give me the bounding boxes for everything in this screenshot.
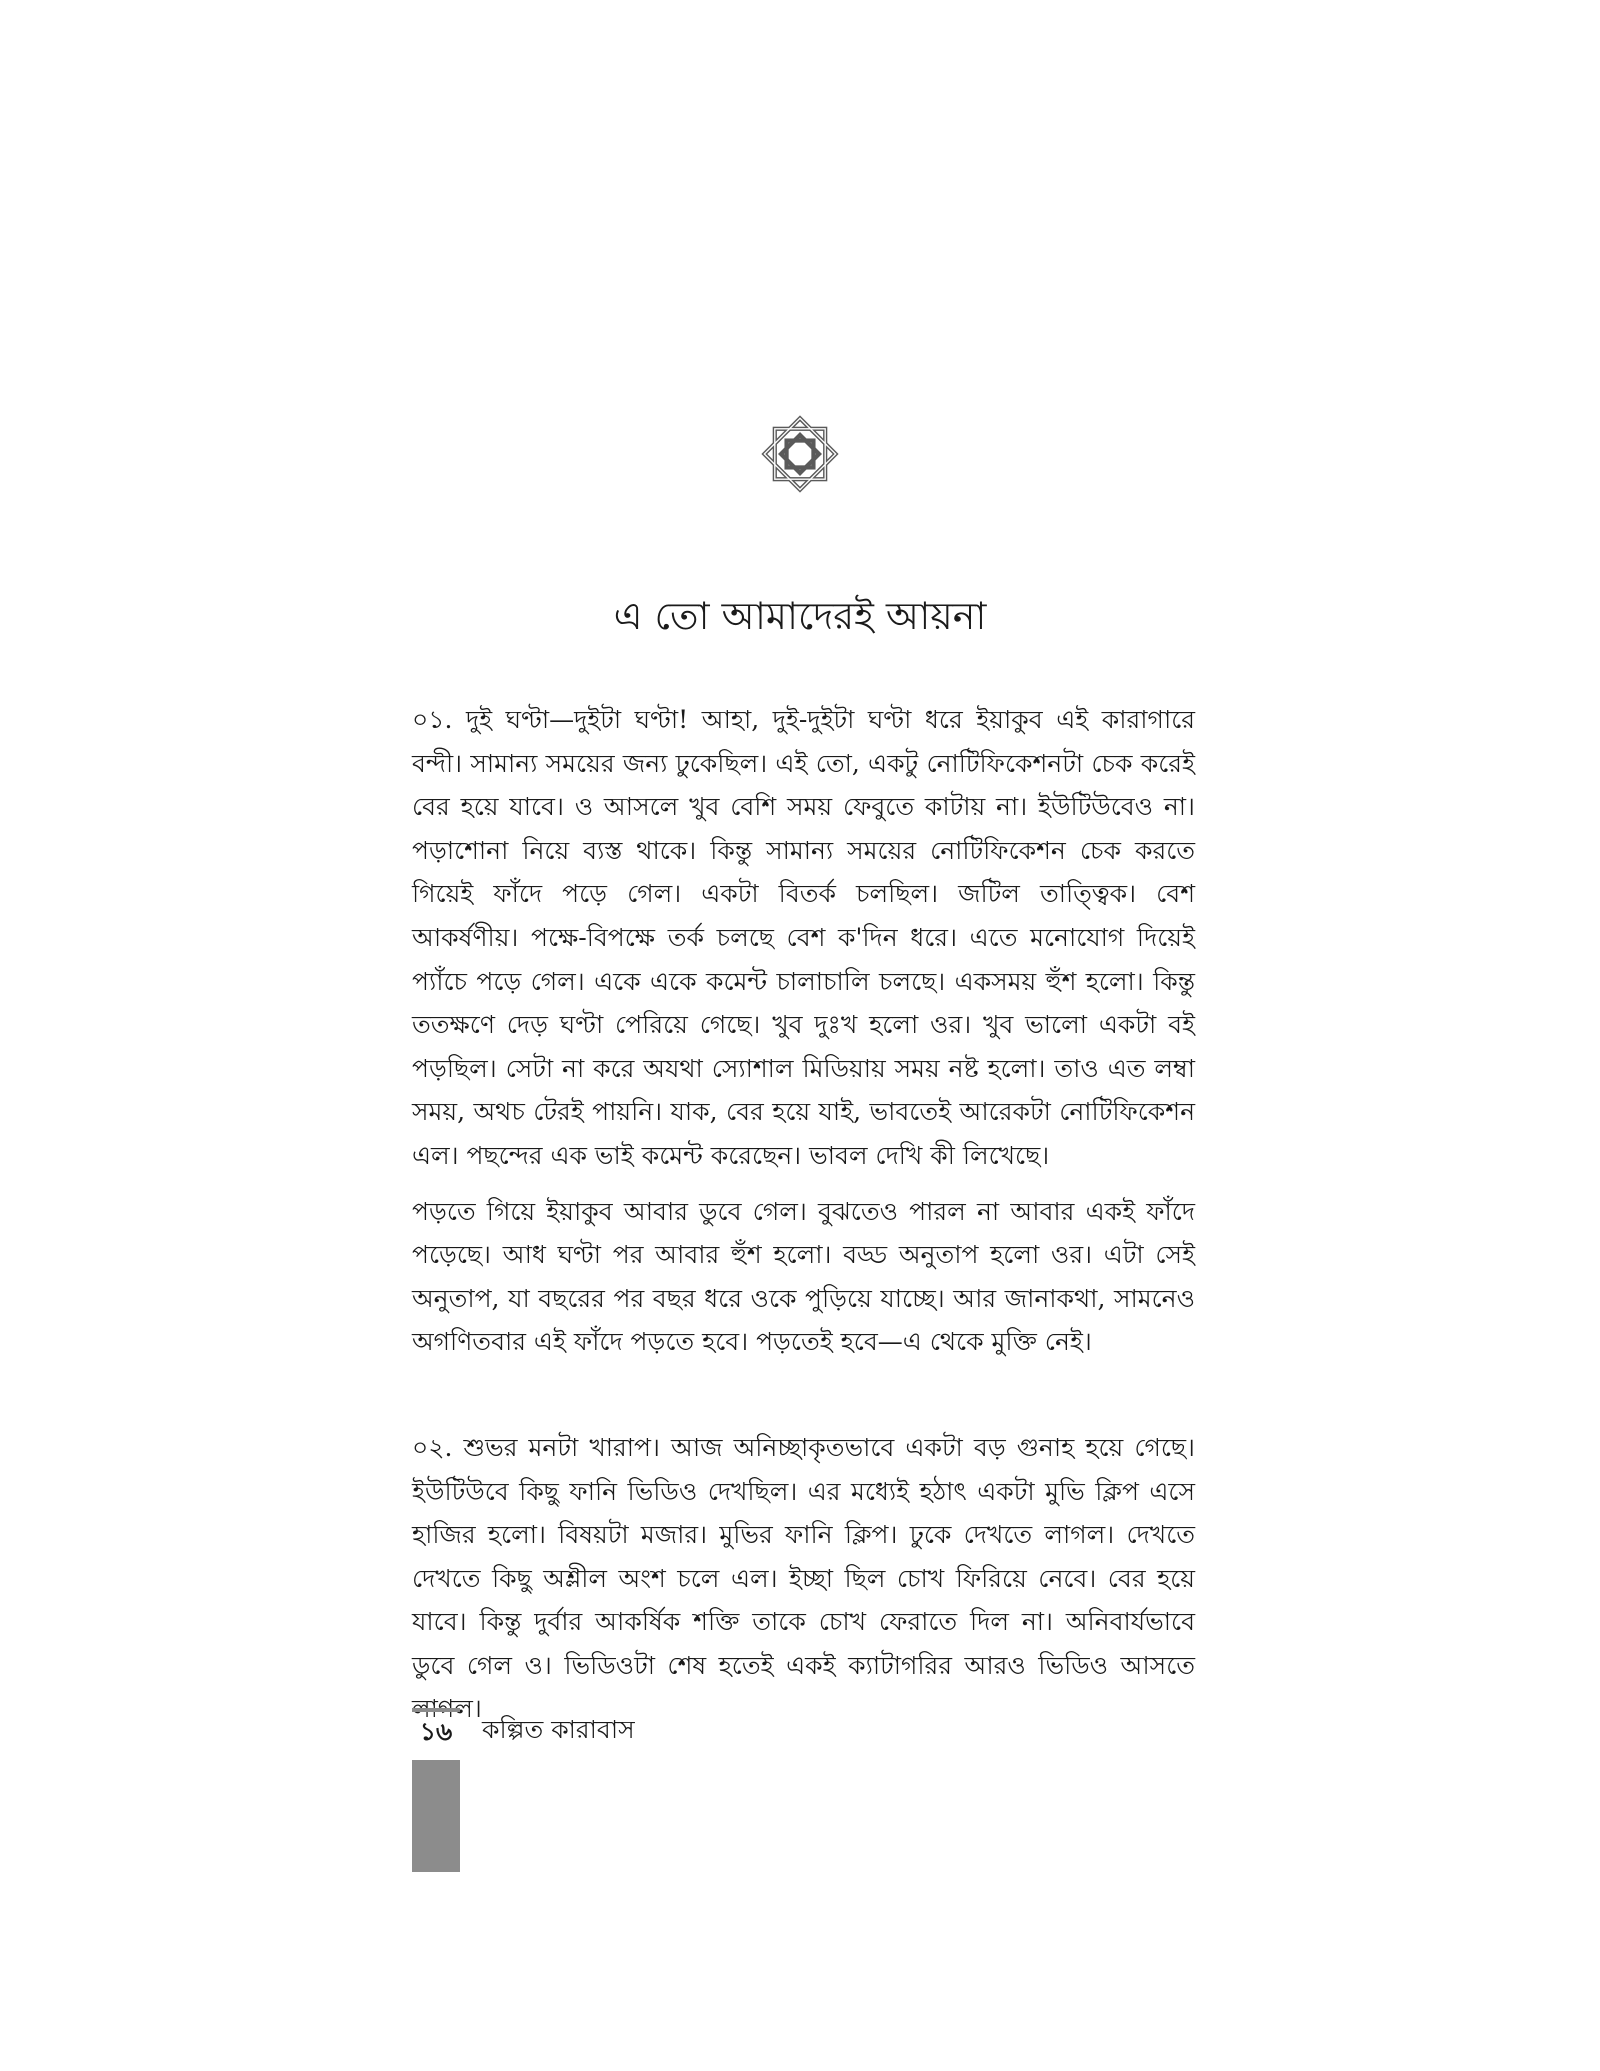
paragraph-01: ০১. দুই ঘণ্টা—দুইটা ঘণ্টা! আহা, দুই-দুইটা ঘণ্টা ধরে ইয়াকুব এই কারাগারে বন্দী। সামান্য সময়ের জন্য ঢুকেছিল। এই তো, একটু নোটিফিকেশনটা চেক করেই বের হয়ে যাবে। ও আসলে খুব বেশি সময় ফেবুতে কাটায় না। ইউটিউবেও না। পড়াশোনা নিয়ে ব্যস্ত থাকে। কিন্তু সামান্য সময়ের নোটিফিকেশন চেক করতে গিয়েই ফাঁদে পড়ে গেল। একটা বিতর্ক চলছিল। জটিল তাত্ত্বিক। বেশ আকর্ষণীয়। পক্ষে-বিপক্ষে তর্ক চলছে বেশ ক'দিন ধরে। এতে মনোযোগ দিয়েই প্যাঁচে পড়ে গেল। একে একে কমেন্ট চালাচালি চলছে। একসময় হুঁশ হলো। কিন্তু ততক্ষণে দেড় ঘণ্টা পেরিয়ে গেছে। খুব দুঃখ হলো ওর। খুব ভালো একটা বই পড়ছিল। সেটা না করে অযথা স্যোশাল মিডিয়ায় সময় নষ্ট হলো। তাও এত লম্বা সময়, অথচ টেরই পায়নি। যাক, বের হয়ে যাই, ভাবতেই আরেকটা নোটিফিকেশন এল। পছন্দের এক ভাই কমেন্ট করেছেন। ভাবল দেখি কী লিখেছে। — [412, 705, 1195, 1170]
chapter-title: এ তো আমাদেরই আয়না — [613, 594, 987, 638]
paragraph-02: ০২. শুভর মনটা খারাপ। আজ অনিচ্ছাকৃতভাবে একটা বড় গুনাহ হয়ে গেছে। ইউটিউবে কিছু ফানি ভিডিও দেখছিল। এর মধ্যেই হঠাৎ একটা মুভি ক্লিপ এসে হাজির হলো। বিষয়টা মজার। মুভির ফানি ক্লিপ। ঢুকে দেখতে লাগল। দেখতে দেখতে কিছু অশ্লীল অংশ চলে এল। ইচ্ছা ছিল চোখ ফিরিয়ে নেবে। বের হয়ে যাবে। কিন্তু দুর্বার আকর্ষিক শক্তি তাকে চোখ ফেরাতে দিল না। অনিবার্যভাবে ডুবে গেল ও। ভিডিওটা শেষ হতেই একই ক্যাটাগরির আরও ভিডিও আসতে লাগল। — [412, 1432, 1195, 1724]
octagram-knot-ornament-icon — [758, 412, 842, 496]
body-text — [412, 698, 1195, 1731]
page-number: ১৬ — [412, 1708, 460, 1752]
page-footer — [412, 1706, 635, 1754]
paragraph-01-continued: পড়তে গিয়ে ইয়াকুব আবার ডুবে গেল। বুঝতেও পারল না আবার একই ফাঁদে পড়েছে। আধ ঘণ্টা পর আবার হুঁশ হলো। বড্ড অনুতাপ হলো ওর। এটা সেই অনুতাপ, যা বছরের পর বছর ধরে ওকে পুড়িয়ে যাচ্ছে। আর জানাকথা, সামনেও অগণিতবার এই ফাঁদে পড়তে হবে। পড়তেই হবে—এ থেকে মুক্তি নেই। — [412, 1196, 1195, 1357]
page-edge-tab — [412, 1760, 460, 1872]
running-title: কল্পিত কারাবাস — [482, 1715, 635, 1744]
